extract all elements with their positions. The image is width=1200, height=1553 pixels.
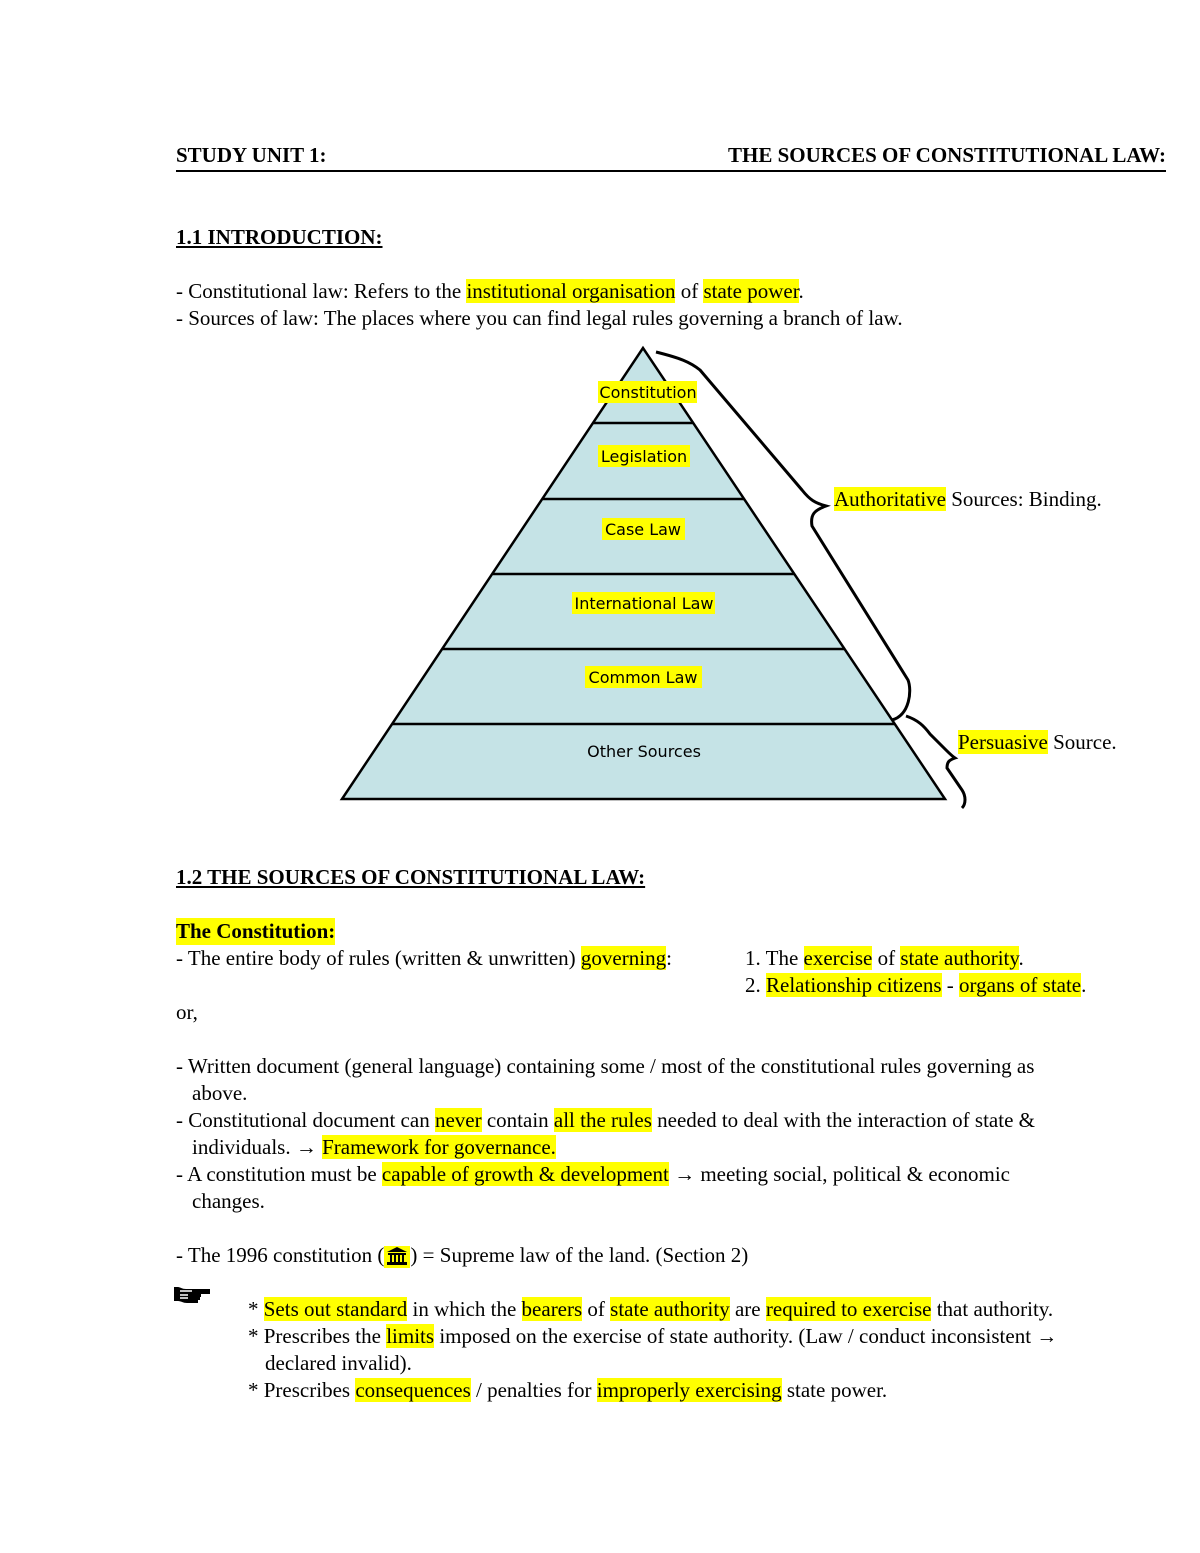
unit-title: THE SOURCES OF CONSTITUTIONAL LAW: [728,143,1166,167]
building-icon [384,1246,410,1268]
written-doc-line-2: above. [192,1081,248,1105]
or-text: or, [176,1000,198,1024]
authoritative-label: Authoritative Sources: Binding. [834,487,1102,511]
growth-line-1: - A constitution must be capable of growth & development → meeting social, political & economic [176,1162,1010,1186]
constitutional-doc-line-2: individuals. → Framework for governance. [192,1135,556,1159]
tier-legislation: Legislation [600,447,688,466]
section2-heading: 1.2 THE SOURCES OF CONSTITUTIONAL LAW: [176,865,646,889]
constitutional-doc-line-1: - Constitutional document can never contain all the rules needed to deal with the interaction of state & [176,1108,1035,1132]
study-unit-label: STUDY UNIT 1: [176,143,327,167]
growth-line-2: changes. [192,1189,265,1213]
intro-line-1: - Constitutional law: Refers to the institutional organisation of state power. [176,279,804,303]
tier-common-law: Common Law [588,668,698,687]
supreme-law-line: - The 1996 constitution ( ) = Supreme law of the land. (Section 2) [176,1243,749,1267]
tier-international-law: International Law [574,594,714,613]
bullet-standard: * Sets out standard in which the bearers of state authority are required to exercise that authority. [248,1297,1054,1321]
bullet-limits-line-1: * Prescribes the limits imposed on the exercise of state authority. (Law / conduct inconsistent → [248,1324,1058,1348]
definition-item-2: 2. Relationship citizens - organs of state. [745,973,1087,997]
definition-line: - The entire body of rules (written & unwritten) governing: [176,946,672,970]
written-doc-line-1: - Written document (general language) containing some / most of the constitutional rules governing as [176,1054,1035,1078]
tier-case-law: Case Law [604,520,682,539]
tier-constitution: Constitution [599,383,697,402]
intro-line-2: - Sources of law: The places where you can find legal rules governing a branch of law. [176,306,903,330]
bullet-consequences: * Prescribes consequences / penalties for improperly exercising state power. [248,1378,888,1402]
bullet-limits-line-2: declared invalid). [265,1351,412,1375]
persuasive-label: Persuasive Source. [958,730,1117,754]
intro-heading: 1.1 INTRODUCTION: [176,225,383,249]
pointing-hand-icon [172,1283,212,1307]
definition-item-1: 1. The exercise of state authority. [745,946,1024,970]
tier-other-sources: Other Sources [587,742,701,761]
constitution-subheading: The Constitution: [176,919,336,943]
